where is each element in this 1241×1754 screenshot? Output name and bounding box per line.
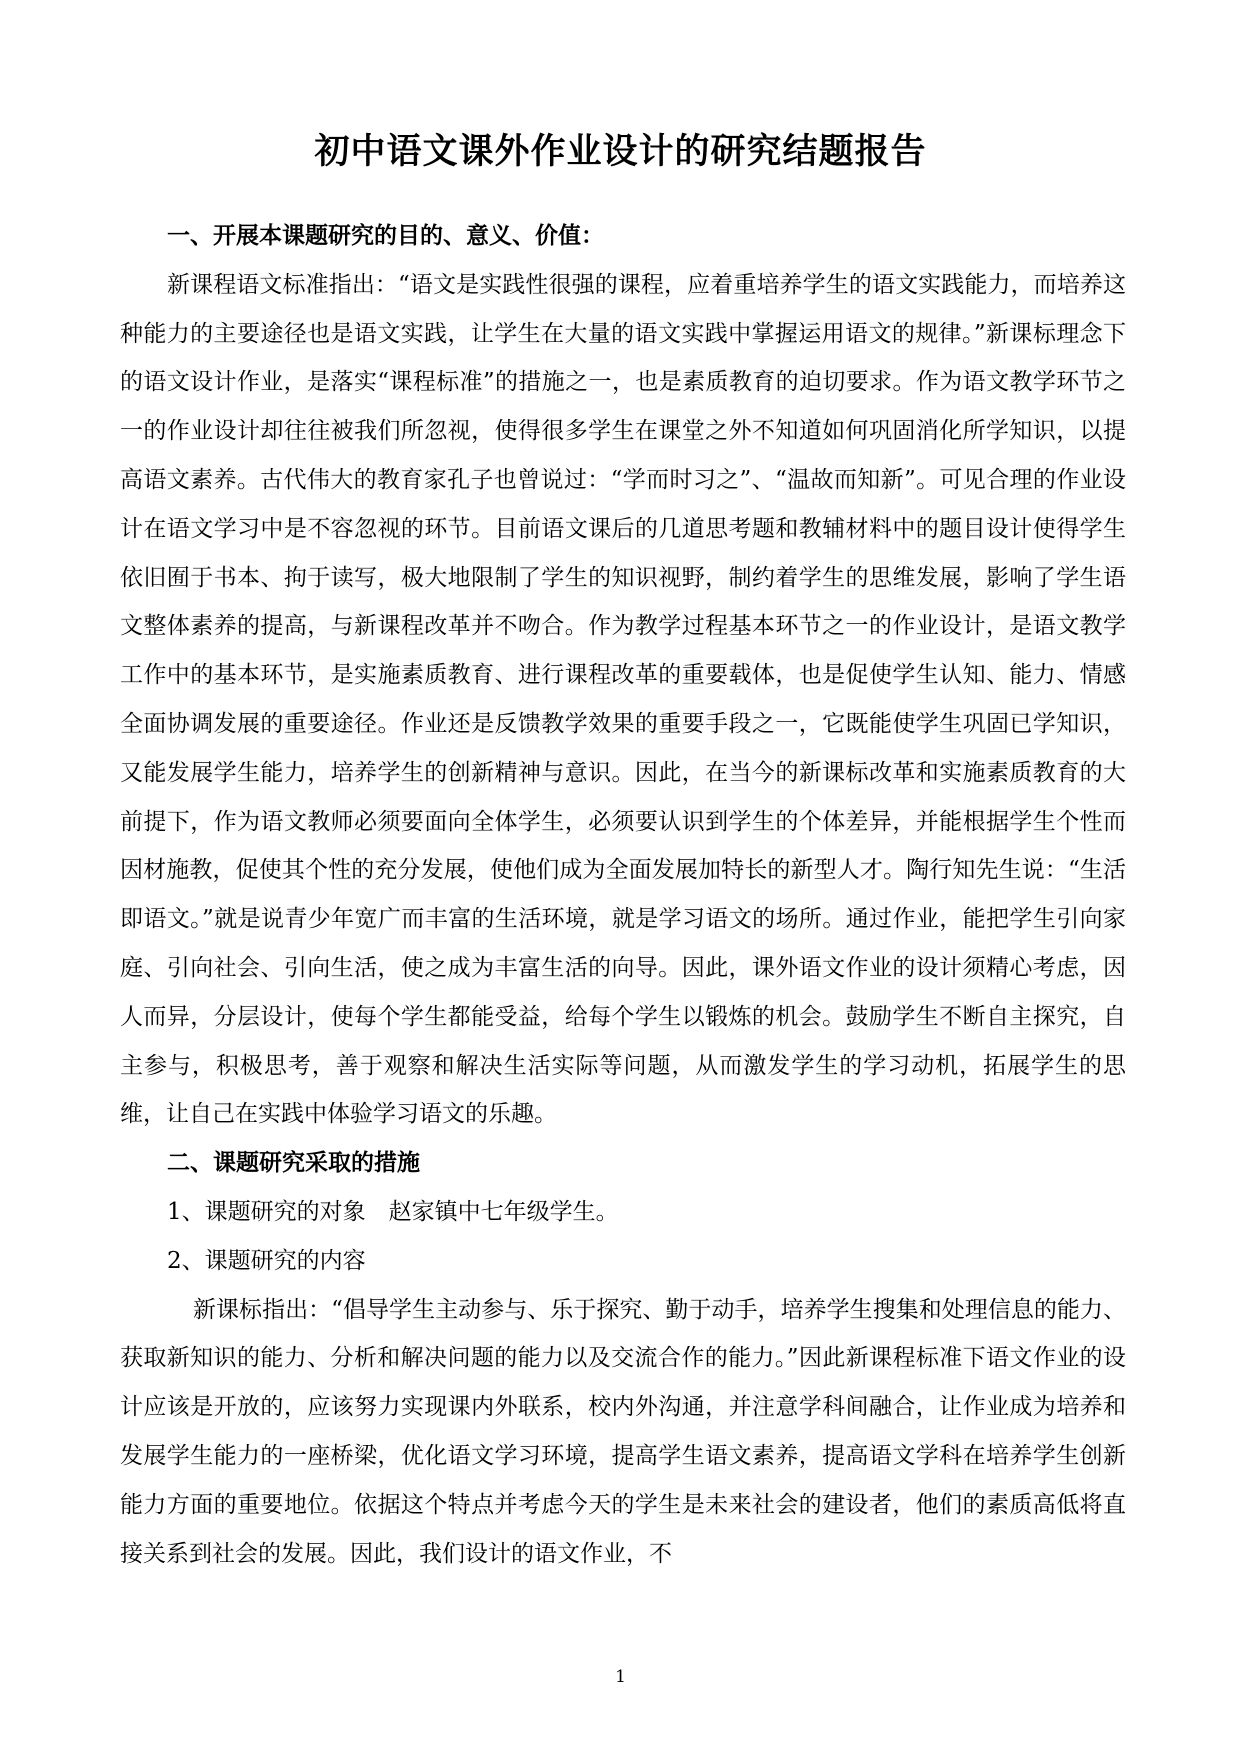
section-2-item-2: 2、课题研究的内容 xyxy=(167,1247,366,1274)
document-body xyxy=(120,212,1126,1578)
section-1-heading: 一、开展本课题研究的目的、意义、价值： xyxy=(167,222,604,249)
section-2-item-1: 1、课题研究的对象 赵家镇中七年级学生。 xyxy=(167,1198,619,1225)
section-1-paragraph: 新课程语文标准指出：“语文是实践性很强的课程，应着重培养学生的语文实践能力，而培养这种能力的主要途径也是语文实践，让学生在大量的语文实践中掌握运用语文的规律。”新课标理念下的语文设计作业，是落实“课程标准”的措施之一，也是素质教育的迫切要求。作为语文教学环节之一的作业设计却往往被我们所忽视，使得很多学生在课堂之外不知道如何巩固消化所学知识，以提高语文素养。古代伟大的教育家孔子也曾说过：“学而时习之”、“温故而知新”。可见合理的作业设计在语文学习中是不容忽视的环节。目前语文课后的几道思考题和教辅材料中的题目设计使得学生依旧囿于书本、拘于读写，极大地限制了学生的知识视野，制约着学生的思维发展，影响了学生语文整体素养的提高，与新课程改革并不吻合。作为教学过程基本环节之一的作业设计，是语文教学工作中的基本环节，是实施素质教育、进行课程改革的重要载体，也是促使学生认知、能力、情感全面协调发展的重要途径。作业还是反馈教学效果的重要手段之一，它既能使学生巩固已学知识，又能发展学生能力，培养学生的创新精神与意识。因此，在当今的新课标改革和实施素质教育的大前提下，作为语文教师必须要面向全体学生，必须要认识到学生的个体差异，并能根据学生个性而因材施教，促使其个性的充分发展，使他们成为全面发展加特长的新型人才。陶行知先生说：“生活即语文。”就是说青少年宽广而丰富的生活环境，就是学习语文的场所。通过作业，能把学生引向家庭、引向社会、引向生活，使之成为丰富生活的向导。因此，课外语文作业的设计须精心考虑，因人而异，分层设计，使每个学生都能受益，给每个学生以锻炼的机会。鼓励学生不断自主探究，自主参与，积极思考，善于观察和解决生活实际等问题，从而激发学生的学习动机，拓展学生的思维，让自己在实践中体验学习语文的乐趣。 xyxy=(120,271,1126,1128)
document-title: 初中语文课外作业设计的研究结题报告 xyxy=(314,131,927,172)
section-2-heading: 二、课题研究采取的措施 xyxy=(167,1149,420,1177)
section-2-paragraph: 新课标指出：“倡导学生主动参与、乐于探究、勤于动手，培养学生搜集和处理信息的能力、获取新知识的能力、分析和解决问题的能力以及交流合作的能力。”因此新课程标准下语文作业的设计应该是开放的，应该努力实现课内外联系，校内外沟通，并注意学科间融合，让作业成为培养和发展学生能力的一座桥梁，优化语文学习环境，提高学生语文素养，提高语文学科在培养学生创新能力方面的重要地位。依据这个特点并考虑今天的学生是未来社会的建设者，他们的素质高低将直接关系到社会的发展。因此，我们设计的语文作业，不 xyxy=(120,1296,1126,1567)
page-number: 1 xyxy=(615,1667,626,1687)
